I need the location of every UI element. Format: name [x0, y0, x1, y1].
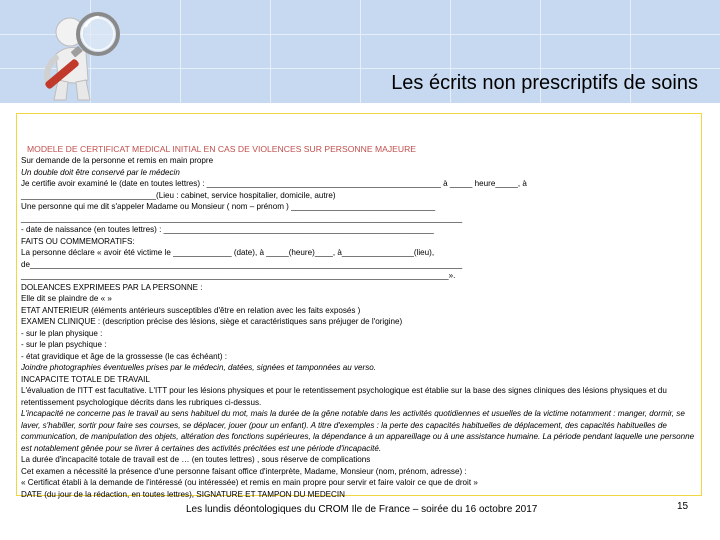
magnifier-figure-icon [34, 2, 134, 102]
document-line: _______________________________________________________________________________________________». [21, 271, 456, 280]
document-line: EXAMEN CLINIQUE : (description précise des lésions, siège et caractéristiques sans préjuger de l'origine) [21, 317, 403, 326]
document-line: Un double doit être conservé par le médecin [21, 167, 180, 177]
document-line: L'évaluation de l'ITT est facultative. L'ITT pour les lésions physiques et pour le retentissement psychologique est établie sur la base des signes cliniques des lésions physiques et du retentissement psychologique décrits dans les rubriques ci-dessus. [21, 386, 667, 407]
document-line: FAITS OU COMMEMORATIFS: [21, 236, 135, 246]
document-line: « Certificat établi à la demande de l'intéressé (ou intéressée) et remis en main propre pour servir et faire valoir ce que de droit » [21, 478, 478, 487]
document-line: INCAPACITE TOTALE DE TRAVAIL [21, 374, 150, 384]
document-line: - date de naissance (en toutes lettres) : ____________________________________________________________ [21, 225, 434, 234]
document-line: Joindre photographies éventuelles prises par le médecin, datées, signées et tamponnées au verso. [21, 363, 376, 372]
page-number: 15 [677, 501, 689, 512]
document-line: DOLEANCES EXPRIMEES PAR LA PERSONNE : [21, 282, 203, 292]
certificate-document [16, 113, 702, 499]
document-line: Elle dit se plaindre de « » [21, 294, 112, 303]
document-line: ______________________________(Lieu : cabinet, service hospitalier, domicile, autre) [21, 190, 336, 200]
document-line: Sur demande de la personne et remis en main propre [21, 156, 214, 165]
document-line: La personne déclare « avoir été victime le _____________ (date), à _____(heure)____, à________________(lieu), [21, 248, 435, 257]
slide-title: Les écrits non prescriptifs de soins [391, 72, 698, 94]
document-line: La durée d'incapacité totale de travail est de … (en toutes lettres) , sous réserve de complications [21, 455, 371, 464]
document-line: de________________________________________________________________________________________________ [21, 259, 463, 269]
document-line: __________________________________________________________________________________________________ [21, 213, 463, 223]
document-line: L'incapacité ne concerne pas le travail au sens habituel du mot, mais la durée de la gêne notable dans les activités quotidiennes et usuelles de la victime notamment : manger, dormir, se laver, s'habiller, sortir pour faire ses courses, se déplacer, jouer (pour un enfant). A titre d'exemples : la perte des capacités habituelles de déplacement, des capacités habituelles de communication, de manipulation des objets, altération des fonctions supérieures, la dépendance à un appareillage ou à une assistance humaine. La période pendant laquelle une personne est notablement gênée pour se livrer à certaines des activités précitées est une période d'incapacité. [21, 409, 695, 453]
document-body [21, 155, 695, 500]
document-line: - sur le plan psychique : [21, 340, 107, 349]
grid-line [180, 0, 181, 103]
document-line: Une personne qui me dit s'appeler Madame ou Monsieur ( nom – prénom ) ________________________________ [21, 202, 436, 211]
document-line: DATE (du jour de la rédaction, en toutes lettres), SIGNATURE ET TAMPON DU MEDECIN [21, 489, 345, 499]
document-line: Cet examen a nécessité la présence d'une personne faisant office d'interprète, Madame, Monsieur (nom, prénom, adresse) : [21, 466, 467, 476]
document-line: Je certifie avoir examiné le (date en toutes lettres) : ____________________________________________________ à _____ heure_____, à [21, 179, 527, 188]
document-line: - état gravidique et âge de la grossesse (le cas échéant) : [21, 351, 228, 361]
document-line: ETAT ANTERIEUR (éléments antérieurs susceptibles d'être en relation avec les faits exposés ) [21, 305, 361, 315]
document-line: - sur le plan physique : [21, 328, 103, 338]
document-heading: MODELE DE CERTIFICAT MEDICAL INITIAL EN CAS DE VIOLENCES SUR PERSONNE MAJEURE [27, 144, 417, 154]
footer-text: Les lundis déontologiques du CROM Ile de France – soirée du 16 octobre 2017 [186, 504, 538, 515]
grid-line [270, 0, 271, 103]
grid-line [360, 0, 361, 103]
